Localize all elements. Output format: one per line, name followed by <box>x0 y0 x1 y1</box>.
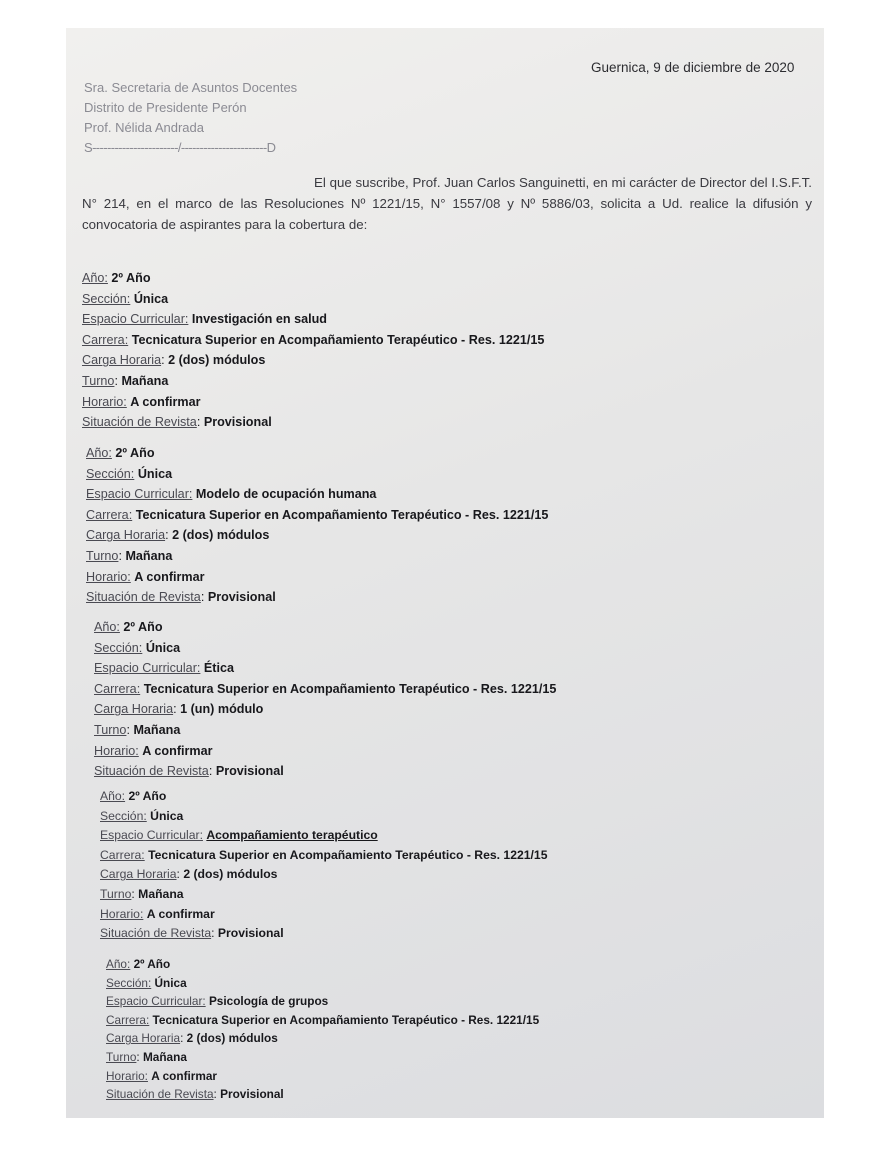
label-carga: Carga Horaria <box>86 528 166 543</box>
value-situacion: Provisional <box>207 590 276 605</box>
position-entry: Año: 2º Año Sección: Única Espacio Curricular: Modelo de ocupación humana Carrera: Tecnicatura Superior en Acompañamiento Terapéutico - Res. 1221/15 Carga Horaria: 2 (dos) módulos Turno: Mañana Horario: A confirmar Situación de Revista: Provisional <box>86 446 549 605</box>
label-carrera: Carrera: <box>94 681 141 696</box>
recipient-line: Distrito de Presidente Perón <box>84 100 247 115</box>
value-turno: Mañana <box>138 886 184 901</box>
label-situacion: Situación de Revista <box>94 764 209 779</box>
value-carga: 2 (dos) módulos <box>172 528 270 543</box>
value-horario: A confirmar <box>134 569 205 584</box>
label-espacio: Espacio Curricular: <box>82 312 189 327</box>
value-horario: A confirmar <box>130 394 201 409</box>
label-espacio: Espacio Curricular: <box>86 487 193 502</box>
label-carga: Carga Horaria <box>82 353 162 368</box>
label-horario: Horario: <box>86 569 131 584</box>
label-seccion: Sección: <box>82 291 131 306</box>
label-turno: Turno <box>86 548 119 563</box>
label-situacion: Situación de Revista <box>86 590 201 605</box>
label-anio: Año: <box>82 271 108 285</box>
value-carga: 2 (dos) módulos <box>186 1031 278 1046</box>
value-carrera: Tecnicatura Superior en Acompañamiento Terapéutico - Res. 1221/15 <box>135 507 549 522</box>
label-seccion: Sección: <box>106 975 152 990</box>
value-seccion: Única <box>133 291 169 306</box>
label-anio: Año: <box>106 957 131 971</box>
value-horario: A confirmar <box>142 743 213 758</box>
value-carrera: Tecnicatura Superior en Acompañamiento Terapéutico - Res. 1221/15 <box>131 332 545 347</box>
label-turno: Turno <box>106 1049 137 1064</box>
value-espacio: Modelo de ocupación humana <box>195 487 377 502</box>
recipient-line: Prof. Nélida Andrada <box>84 120 204 135</box>
value-horario: A confirmar <box>151 1068 218 1083</box>
label-horario: Horario: <box>106 1068 148 1083</box>
label-carrera: Carrera: <box>86 507 133 522</box>
value-anio: 2º Año <box>115 446 155 460</box>
value-turno: Mañana <box>142 1049 187 1064</box>
value-turno: Mañana <box>121 373 169 388</box>
value-anio: 2º Año <box>111 271 151 285</box>
position-entry: Año: 2º Año Sección: Única Espacio Curricular: Investigación en salud Carrera: Tecnicatura Superior en Acompañamiento Terapéutico - Res. 1221/15 Carga Horaria: 2 (dos) módulos Turno: Mañana Horario: A confirmar Situación de Revista: Provisional <box>82 271 545 430</box>
label-carga: Carga Horaria <box>94 702 174 717</box>
value-carga: 1 (un) módulo <box>180 702 264 717</box>
label-horario: Horario: <box>100 906 144 921</box>
label-situacion: Situación de Revista <box>106 1087 214 1102</box>
label-seccion: Sección: <box>100 808 147 823</box>
value-seccion: Única <box>145 640 181 655</box>
label-anio: Año: <box>86 446 112 460</box>
label-anio: Año: <box>94 620 120 634</box>
label-turno: Turno <box>82 373 115 388</box>
label-carrera: Carrera: <box>82 332 129 347</box>
letter-date: Guernica, 9 de diciembre de 2020 <box>591 60 795 75</box>
position-entry: Año: 2º Año Sección: Única Espacio Curricular: Acompañamiento terapéutico Carrera: Tecnicatura Superior en Acompañamiento Terapéutico - Res. 1221/15 Carga Horaria: 2 (dos) módulos Turno: Mañana Horario: A confirmar Situación de Revista: Provisional <box>100 789 548 941</box>
value-seccion: Única <box>154 975 187 990</box>
value-carga: 2 (dos) módulos <box>183 867 278 882</box>
value-seccion: Única <box>137 466 173 481</box>
value-anio: 2º Año <box>123 620 163 634</box>
body-paragraph: El que suscribe, Prof. Juan Carlos Sanguinetti, en mi carácter de Director del I.S.F.T. N° 214, en el marco de las Resoluciones Nº 1221/15, N° 1557/08 y Nº 5886/03, solicita a Ud. realice la difusión y convocatoria de aspirantes para la cobertura de: <box>82 175 812 232</box>
label-seccion: Sección: <box>94 640 143 655</box>
scanned-letter <box>66 28 824 1118</box>
label-espacio: Espacio Curricular: <box>94 661 201 676</box>
value-carrera: Tecnicatura Superior en Acompañamiento Terapéutico - Res. 1221/15 <box>152 1012 540 1027</box>
label-situacion: Situación de Revista <box>82 415 197 430</box>
label-carga: Carga Horaria <box>106 1031 181 1046</box>
value-carrera: Tecnicatura Superior en Acompañamiento Terapéutico - Res. 1221/15 <box>148 847 548 862</box>
label-turno: Turno <box>94 722 127 737</box>
value-turno: Mañana <box>133 722 181 737</box>
recipient-line: Sra. Secretaria de Asuntos Docentes <box>84 80 298 95</box>
value-turno: Mañana <box>125 548 173 563</box>
label-turno: Turno <box>100 886 132 901</box>
value-situacion: Provisional <box>217 926 284 941</box>
label-carga: Carga Horaria <box>100 867 177 882</box>
value-anio: 2º Año <box>133 957 171 971</box>
label-carrera: Carrera: <box>106 1012 150 1027</box>
value-anio: 2º Año <box>128 789 167 803</box>
value-carga: 2 (dos) módulos <box>168 353 266 368</box>
value-situacion: Provisional <box>220 1087 284 1102</box>
label-espacio: Espacio Curricular: <box>106 994 206 1009</box>
value-espacio: Acompañamiento terapéutico <box>206 828 378 843</box>
label-seccion: Sección: <box>86 466 135 481</box>
label-espacio: Espacio Curricular: <box>100 828 203 843</box>
value-situacion: Provisional <box>215 764 284 779</box>
label-anio: Año: <box>100 789 126 803</box>
position-entry: Año: 2º Año Sección: Única Espacio Curricular: Ética Carrera: Tecnicatura Superior en Acompañamiento Terapéutico - Res. 1221/15 Carga Horaria: 1 (un) módulo Turno: Mañana Horario: A confirmar Situación de Revista: Provisional <box>94 620 557 779</box>
value-horario: A confirmar <box>146 906 215 921</box>
label-horario: Horario: <box>94 743 139 758</box>
label-carrera: Carrera: <box>100 847 145 862</box>
label-situacion: Situación de Revista <box>100 926 212 941</box>
value-espacio: Ética <box>203 661 234 676</box>
letter-body <box>82 172 812 235</box>
value-espacio: Investigación en salud <box>191 312 327 327</box>
label-horario: Horario: <box>82 394 127 409</box>
recipient-line: S-----------------------/-----------------------D <box>84 140 276 155</box>
value-situacion: Provisional <box>203 415 272 430</box>
position-entry: Año: 2º Año Sección: Única Espacio Curricular: Psicología de grupos Carrera: Tecnicatura Superior en Acompañamiento Terapéutico - Res. 1221/15 Carga Horaria: 2 (dos) módulos Turno: Mañana Horario: A confirmar Situación de Revista: Provisional <box>106 957 540 1102</box>
value-seccion: Única <box>150 808 184 823</box>
value-carrera: Tecnicatura Superior en Acompañamiento Terapéutico - Res. 1221/15 <box>143 681 557 696</box>
value-espacio: Psicología de grupos <box>208 994 329 1009</box>
